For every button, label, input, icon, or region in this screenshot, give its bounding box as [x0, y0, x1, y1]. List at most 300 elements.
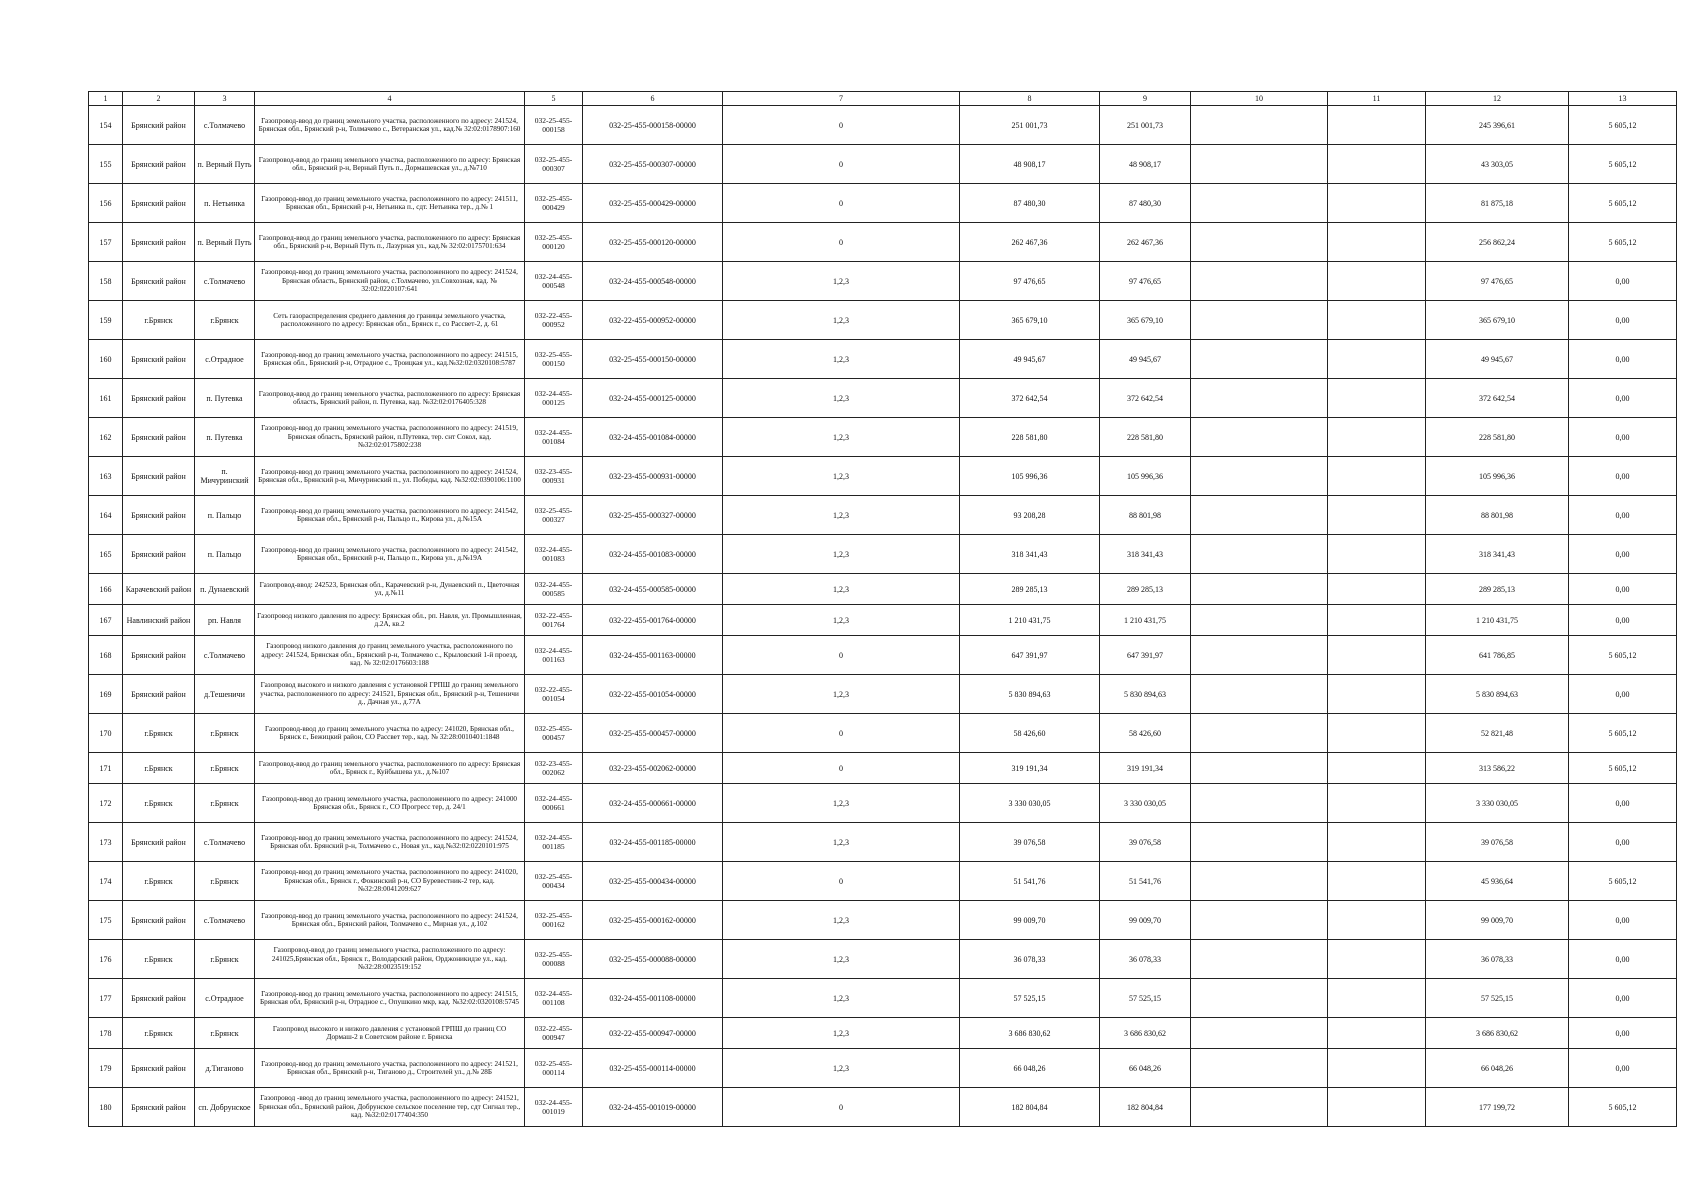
initial-cost: 262 467,36 [960, 223, 1100, 262]
object-description: Газопровод-ввод до границ земельного участка, расположенного по адресу: Брянская обл., Брянский р-н, Верный Путь п., Дормашевская ул., д.№710 [255, 145, 525, 184]
locality: п. Путевка [195, 418, 255, 457]
object-description: Газопровод-ввод до границ земельного участка, расположенного по адресу: 241020, Брянская обл., Брянск г., Фокинский р-н, СО Буревестник-2 тер, кад. №32:28:0041209:627 [255, 862, 525, 901]
district: г.Брянск [123, 714, 195, 753]
column-number-8: 8 [960, 92, 1100, 106]
row-number: 175 [89, 901, 123, 940]
depreciation: 0,00 [1569, 901, 1677, 940]
book-value: 182 804,84 [1100, 1088, 1191, 1127]
book-value: 251 001,73 [1100, 106, 1191, 145]
col-10 [1191, 714, 1328, 753]
inventory-number: 032-24-455-001163 [525, 636, 583, 675]
col-11 [1328, 1018, 1426, 1049]
locality: г.Брянск [195, 301, 255, 340]
asset-code: 032-25-455-000307-00000 [583, 145, 723, 184]
asset-code: 032-24-455-000125-00000 [583, 379, 723, 418]
table-row [89, 1049, 1677, 1088]
depreciation: 0,00 [1569, 574, 1677, 605]
initial-cost: 97 476,65 [960, 262, 1100, 301]
table-row [89, 979, 1677, 1018]
depreciation: 5 605,12 [1569, 184, 1677, 223]
depreciation: 0,00 [1569, 379, 1677, 418]
district: Брянский район [123, 106, 195, 145]
col-10 [1191, 784, 1328, 823]
asset-code: 032-23-455-002062-00000 [583, 753, 723, 784]
district: Брянский район [123, 1049, 195, 1088]
row-number: 166 [89, 574, 123, 605]
initial-cost: 182 804,84 [960, 1088, 1100, 1127]
district: Брянский район [123, 223, 195, 262]
district: Брянский район [123, 379, 195, 418]
book-value: 372 642,54 [1100, 379, 1191, 418]
asset-code: 032-24-455-000585-00000 [583, 574, 723, 605]
depreciation: 5 605,12 [1569, 145, 1677, 184]
category-code: 0 [723, 223, 960, 262]
inventory-number: 032-22-455-001054 [525, 675, 583, 714]
category-code: 1,2,3 [723, 675, 960, 714]
district: Брянский район [123, 340, 195, 379]
inventory-number: 032-25-455-000158 [525, 106, 583, 145]
col-11 [1328, 784, 1426, 823]
residual-value: 372 642,54 [1426, 379, 1569, 418]
inventory-number: 032-23-455-002062 [525, 753, 583, 784]
initial-cost: 51 541,76 [960, 862, 1100, 901]
table-row [89, 418, 1677, 457]
initial-cost: 58 426,60 [960, 714, 1100, 753]
col-11 [1328, 753, 1426, 784]
residual-value: 365 679,10 [1426, 301, 1569, 340]
depreciation: 5 605,12 [1569, 753, 1677, 784]
inventory-number: 032-24-455-001185 [525, 823, 583, 862]
residual-value: 5 830 894,63 [1426, 675, 1569, 714]
residual-value: 57 525,15 [1426, 979, 1569, 1018]
initial-cost: 49 945,67 [960, 340, 1100, 379]
row-number: 178 [89, 1018, 123, 1049]
depreciation: 0,00 [1569, 418, 1677, 457]
residual-value: 49 945,67 [1426, 340, 1569, 379]
book-value: 51 541,76 [1100, 862, 1191, 901]
category-code: 0 [723, 753, 960, 784]
district: г.Брянск [123, 1018, 195, 1049]
category-code: 1,2,3 [723, 301, 960, 340]
column-number-10: 10 [1191, 92, 1328, 106]
district: Брянский район [123, 901, 195, 940]
locality: п. Верный Путь [195, 223, 255, 262]
category-code: 1,2,3 [723, 496, 960, 535]
col-11 [1328, 223, 1426, 262]
asset-code: 032-22-455-000952-00000 [583, 301, 723, 340]
book-value: 88 801,98 [1100, 496, 1191, 535]
residual-value: 289 285,13 [1426, 574, 1569, 605]
district: г.Брянск [123, 301, 195, 340]
initial-cost: 36 078,33 [960, 940, 1100, 979]
depreciation: 5 605,12 [1569, 862, 1677, 901]
header-row [89, 92, 1677, 106]
asset-code: 032-25-455-000327-00000 [583, 496, 723, 535]
category-code: 1,2,3 [723, 535, 960, 574]
category-code: 1,2,3 [723, 418, 960, 457]
book-value: 66 048,26 [1100, 1049, 1191, 1088]
category-code: 1,2,3 [723, 379, 960, 418]
inventory-number: 032-25-455-000327 [525, 496, 583, 535]
category-code: 1,2,3 [723, 340, 960, 379]
district: Брянский район [123, 979, 195, 1018]
locality: п. Пальцо [195, 496, 255, 535]
asset-code: 032-25-455-000429-00000 [583, 184, 723, 223]
col-10 [1191, 940, 1328, 979]
table-row [89, 496, 1677, 535]
book-value: 87 480,30 [1100, 184, 1191, 223]
category-code: 1,2,3 [723, 457, 960, 496]
object-description: Газопровод-ввод до границ земельного участка, расположенного по адресу: 241511, Брянская обл., Брянский р-н, Нетьинка п., сдт. Нетьинка тер., д.№ 1 [255, 184, 525, 223]
col-11 [1328, 636, 1426, 675]
row-number: 171 [89, 753, 123, 784]
inventory-number: 032-25-455-000307 [525, 145, 583, 184]
col-10 [1191, 379, 1328, 418]
inventory-number: 032-24-455-000585 [525, 574, 583, 605]
locality: с.Толмачево [195, 106, 255, 145]
residual-value: 36 078,33 [1426, 940, 1569, 979]
column-number-4: 4 [255, 92, 525, 106]
col-11 [1328, 340, 1426, 379]
row-number: 155 [89, 145, 123, 184]
district: г.Брянск [123, 784, 195, 823]
book-value: 1 210 431,75 [1100, 605, 1191, 636]
locality: д.Тиганово [195, 1049, 255, 1088]
object-description: Газопровод-ввод до границ земельного участка, расположенного по адресу: 241025,Брянская обл., Брянск г., Володарский район, Орджоникидзе ул., кад.№32:28:0023519:152 [255, 940, 525, 979]
inventory-number: 032-25-455-000088 [525, 940, 583, 979]
object-description: Газопровод-ввод до границ земельного участка, расположенного по адресу: Брянская область, Брянский район, п. Путевка, кад. №32:02:0176405:328 [255, 379, 525, 418]
inventory-number: 032-24-455-000661 [525, 784, 583, 823]
table-row [89, 145, 1677, 184]
row-number: 169 [89, 675, 123, 714]
depreciation: 0,00 [1569, 457, 1677, 496]
initial-cost: 318 341,43 [960, 535, 1100, 574]
depreciation: 0,00 [1569, 1049, 1677, 1088]
col-11 [1328, 379, 1426, 418]
row-number: 163 [89, 457, 123, 496]
inventory-number: 032-25-455-000457 [525, 714, 583, 753]
locality: п. Нетьинка [195, 184, 255, 223]
locality: с.Толмачево [195, 901, 255, 940]
table-row [89, 1088, 1677, 1127]
row-number: 157 [89, 223, 123, 262]
category-code: 1,2,3 [723, 979, 960, 1018]
district: Брянский район [123, 184, 195, 223]
col-11 [1328, 940, 1426, 979]
row-number: 177 [89, 979, 123, 1018]
book-value: 262 467,36 [1100, 223, 1191, 262]
asset-code: 032-24-455-001083-00000 [583, 535, 723, 574]
inventory-number: 032-25-455-000429 [525, 184, 583, 223]
object-description: Газопровод-ввод до границ земельного участка, расположенного по адресу: 241542, Брянская обл., Брянский р-н, Пальцо п., Кирова ул., д.№19А [255, 535, 525, 574]
table-row [89, 574, 1677, 605]
inventory-number: 032-22-455-000947 [525, 1018, 583, 1049]
table-row [89, 262, 1677, 301]
initial-cost: 48 908,17 [960, 145, 1100, 184]
locality: г.Брянск [195, 940, 255, 979]
residual-value: 228 581,80 [1426, 418, 1569, 457]
locality: с.Отрадное [195, 979, 255, 1018]
object-description: Газопровод-ввод до границ земельного участка, расположенного по адресу: 241515, Брянская обл., Брянский р-н, Отрадное с., Троицкая ул., кад.№32:02:0320108:5787 [255, 340, 525, 379]
object-description: Газопровод-ввод до границ земельного участка, расположенного по адресу: 241542, Брянская обл., Брянский р-н, Пальцо п., Кирова ул., д.№15А [255, 496, 525, 535]
table-row [89, 535, 1677, 574]
col-10 [1191, 574, 1328, 605]
initial-cost: 365 679,10 [960, 301, 1100, 340]
residual-value: 3 686 830,62 [1426, 1018, 1569, 1049]
initial-cost: 99 009,70 [960, 901, 1100, 940]
initial-cost: 3 330 030,05 [960, 784, 1100, 823]
col-11 [1328, 862, 1426, 901]
col-11 [1328, 1088, 1426, 1127]
district: Брянский район [123, 535, 195, 574]
book-value: 97 476,65 [1100, 262, 1191, 301]
residual-value: 177 199,72 [1426, 1088, 1569, 1127]
col-11 [1328, 496, 1426, 535]
row-number: 173 [89, 823, 123, 862]
initial-cost: 57 525,15 [960, 979, 1100, 1018]
district: г.Брянск [123, 940, 195, 979]
depreciation: 5 605,12 [1569, 714, 1677, 753]
asset-code: 032-23-455-000931-00000 [583, 457, 723, 496]
col-10 [1191, 223, 1328, 262]
book-value: 3 330 030,05 [1100, 784, 1191, 823]
object-description: Газопровод низкого давления до границ земельного участка, расположенного по адресу: 241524, Брянская обл., Брянский р-н, Толмачево с., Крыловский 1-й проезд, кад. № 32:02:0176603:188 [255, 636, 525, 675]
table-row [89, 901, 1677, 940]
asset-code: 032-25-455-000457-00000 [583, 714, 723, 753]
col-11 [1328, 1049, 1426, 1088]
inventory-number: 032-25-455-000150 [525, 340, 583, 379]
residual-value: 1 210 431,75 [1426, 605, 1569, 636]
book-value: 647 391,97 [1100, 636, 1191, 675]
residual-value: 45 936,64 [1426, 862, 1569, 901]
row-number: 161 [89, 379, 123, 418]
table-row [89, 106, 1677, 145]
object-description: Газопровод низкого давления по адресу: Брянская обл., рп. Навля, ул. Промышленная, д.2А, кв.2 [255, 605, 525, 636]
object-description: Газопровод-ввод до границ земельного участка, расположенного по адресу: Брянская обл., Брянский р-н, Верный Путь п., Лазурная ул., кад.№ 32:02:0175701:634 [255, 223, 525, 262]
book-value: 319 191,34 [1100, 753, 1191, 784]
book-value: 289 285,13 [1100, 574, 1191, 605]
depreciation: 5 605,12 [1569, 1088, 1677, 1127]
row-number: 160 [89, 340, 123, 379]
table-row [89, 940, 1677, 979]
initial-cost: 39 076,58 [960, 823, 1100, 862]
object-description: Газопровод -ввод до границ земельного участка, расположенного по адресу: 241521, Брянская обл., Брянский район, Добрунское сельское поселение тер, сдт Сигнал тер., кад. №32:02:0177404:350 [255, 1088, 525, 1127]
col-10 [1191, 1088, 1328, 1127]
row-number: 172 [89, 784, 123, 823]
initial-cost: 3 686 830,62 [960, 1018, 1100, 1049]
district: г.Брянск [123, 753, 195, 784]
object-description: Газопровод-ввод до границ земельного участка, расположенного по адресу: 241524, Брянская обл., Брянский район, Толмачево с., Мирная ул., д.102 [255, 901, 525, 940]
initial-cost: 87 480,30 [960, 184, 1100, 223]
category-code: 0 [723, 145, 960, 184]
residual-value: 81 875,18 [1426, 184, 1569, 223]
category-code: 1,2,3 [723, 574, 960, 605]
col-11 [1328, 823, 1426, 862]
object-description: Газопровод-ввод до границ земельного участка, расположенного по адресу: 241000 Брянская обл., Брянск г., СО Прогресс тер, д. 24/1 [255, 784, 525, 823]
column-number-6: 6 [583, 92, 723, 106]
depreciation: 0,00 [1569, 675, 1677, 714]
col-11 [1328, 418, 1426, 457]
residual-value: 245 396,61 [1426, 106, 1569, 145]
residual-value: 3 330 030,05 [1426, 784, 1569, 823]
object-description: Газопровод-ввод до границ земельного участка, расположенного по адресу: 241515, Брянская обл, Брянский р-н, Отрадное с., Опушкино мкр, кад. №32:02:0320108:5745 [255, 979, 525, 1018]
depreciation: 5 605,12 [1569, 106, 1677, 145]
row-number: 156 [89, 184, 123, 223]
object-description: Газопровод-ввод до границ земельного участка, расположенного по адресу: 241521, Брянская обл., Брянский р-н, Тиганово д., Строителей ул., д.№ 28Б [255, 1049, 525, 1088]
table-row [89, 1018, 1677, 1049]
locality: с.Отрадное [195, 340, 255, 379]
col-10 [1191, 496, 1328, 535]
column-number-11: 11 [1328, 92, 1426, 106]
inventory-number: 032-24-455-001019 [525, 1088, 583, 1127]
table-row [89, 862, 1677, 901]
locality: с.Толмачево [195, 262, 255, 301]
locality: п. Путевка [195, 379, 255, 418]
row-number: 176 [89, 940, 123, 979]
column-number-5: 5 [525, 92, 583, 106]
col-10 [1191, 184, 1328, 223]
col-10 [1191, 901, 1328, 940]
locality: г.Брянск [195, 1018, 255, 1049]
residual-value: 66 048,26 [1426, 1049, 1569, 1088]
residual-value: 313 586,22 [1426, 753, 1569, 784]
district: г.Брянск [123, 862, 195, 901]
col-11 [1328, 106, 1426, 145]
category-code: 1,2,3 [723, 940, 960, 979]
inventory-number: 032-25-455-000114 [525, 1049, 583, 1088]
initial-cost: 1 210 431,75 [960, 605, 1100, 636]
locality: г.Брянск [195, 784, 255, 823]
col-10 [1191, 1018, 1328, 1049]
district: Брянский район [123, 496, 195, 535]
category-code: 1,2,3 [723, 605, 960, 636]
book-value: 318 341,43 [1100, 535, 1191, 574]
col-10 [1191, 636, 1328, 675]
column-number-13: 13 [1569, 92, 1677, 106]
col-10 [1191, 457, 1328, 496]
residual-value: 43 303,05 [1426, 145, 1569, 184]
col-10 [1191, 979, 1328, 1018]
object-description: Газопровод-ввод до границ земельного участка, расположенного по адресу: Брянская обл., Брянск г., Куйбышева ул., д.№107 [255, 753, 525, 784]
category-code: 0 [723, 184, 960, 223]
col-11 [1328, 301, 1426, 340]
asset-code: 032-25-455-000120-00000 [583, 223, 723, 262]
district: Карачевский район [123, 574, 195, 605]
table-row [89, 605, 1677, 636]
inventory-number: 032-24-455-000125 [525, 379, 583, 418]
column-number-12: 12 [1426, 92, 1569, 106]
col-11 [1328, 145, 1426, 184]
asset-code: 032-22-455-000947-00000 [583, 1018, 723, 1049]
col-10 [1191, 535, 1328, 574]
row-number: 159 [89, 301, 123, 340]
residual-value: 52 821,48 [1426, 714, 1569, 753]
residual-value: 88 801,98 [1426, 496, 1569, 535]
locality: п. Верный Путь [195, 145, 255, 184]
col-11 [1328, 675, 1426, 714]
asset-code: 032-24-455-001185-00000 [583, 823, 723, 862]
object-description: Сеть газораспределения среднего давления до границы земельного участка, расположенного по адресу: Брянская обл., Брянск г., со Рассвет-2, д. 61 [255, 301, 525, 340]
row-number: 179 [89, 1049, 123, 1088]
book-value: 5 830 894,63 [1100, 675, 1191, 714]
initial-cost: 251 001,73 [960, 106, 1100, 145]
col-10 [1191, 145, 1328, 184]
asset-code: 032-24-455-001084-00000 [583, 418, 723, 457]
initial-cost: 289 285,13 [960, 574, 1100, 605]
inventory-number: 032-24-455-001108 [525, 979, 583, 1018]
district: Брянский район [123, 457, 195, 496]
book-value: 3 686 830,62 [1100, 1018, 1191, 1049]
book-value: 228 581,80 [1100, 418, 1191, 457]
residual-value: 97 476,65 [1426, 262, 1569, 301]
category-code: 0 [723, 106, 960, 145]
column-number-2: 2 [123, 92, 195, 106]
col-10 [1191, 106, 1328, 145]
inventory-number: 032-22-455-000952 [525, 301, 583, 340]
col-11 [1328, 605, 1426, 636]
depreciation: 0,00 [1569, 301, 1677, 340]
book-value: 57 525,15 [1100, 979, 1191, 1018]
district: Брянский район [123, 636, 195, 675]
table-row [89, 223, 1677, 262]
table-body [89, 106, 1677, 1127]
col-10 [1191, 675, 1328, 714]
depreciation: 5 605,12 [1569, 223, 1677, 262]
column-number-1: 1 [89, 92, 123, 106]
book-value: 105 996,36 [1100, 457, 1191, 496]
col-10 [1191, 862, 1328, 901]
initial-cost: 647 391,97 [960, 636, 1100, 675]
col-10 [1191, 1049, 1328, 1088]
object-description: Газопровод-ввод: 242523, Брянская обл., Карачевский р-н, Дунаевский п., Цветочная ул, д.№11 [255, 574, 525, 605]
col-11 [1328, 574, 1426, 605]
category-code: 0 [723, 714, 960, 753]
book-value: 39 076,58 [1100, 823, 1191, 862]
district: Брянский район [123, 145, 195, 184]
locality: с.Толмачево [195, 823, 255, 862]
initial-cost: 319 191,34 [960, 753, 1100, 784]
initial-cost: 228 581,80 [960, 418, 1100, 457]
category-code: 0 [723, 636, 960, 675]
book-value: 58 426,60 [1100, 714, 1191, 753]
row-number: 165 [89, 535, 123, 574]
depreciation: 0,00 [1569, 605, 1677, 636]
residual-value: 105 996,36 [1426, 457, 1569, 496]
object-description: Газопровод-ввод до границ земельного участка, расположенного по адресу: 241524, Брянская область, Брянский район, с.Толмачево, ул.Совхозная, кад. № 32:02:0220107:641 [255, 262, 525, 301]
row-number: 164 [89, 496, 123, 535]
table-row [89, 675, 1677, 714]
row-number: 154 [89, 106, 123, 145]
book-value: 49 945,67 [1100, 340, 1191, 379]
col-10 [1191, 418, 1328, 457]
table-row [89, 184, 1677, 223]
row-number: 168 [89, 636, 123, 675]
col-10 [1191, 340, 1328, 379]
table-row [89, 379, 1677, 418]
asset-code: 032-25-455-000434-00000 [583, 862, 723, 901]
asset-code: 032-22-455-001054-00000 [583, 675, 723, 714]
table-row [89, 301, 1677, 340]
depreciation: 0,00 [1569, 1018, 1677, 1049]
col-11 [1328, 901, 1426, 940]
locality: рп. Навля [195, 605, 255, 636]
category-code: 1,2,3 [723, 784, 960, 823]
district: Брянский район [123, 823, 195, 862]
object-description: Газопровод-ввод до границ земельного участка, расположенного по адресу: 241524, Брянская обл. Брянский р-н, Толмачево с., Новая ул., кад.№32:02:0220101:975 [255, 823, 525, 862]
inventory-number: 032-24-455-001084 [525, 418, 583, 457]
depreciation: 0,00 [1569, 496, 1677, 535]
column-number-7: 7 [723, 92, 960, 106]
